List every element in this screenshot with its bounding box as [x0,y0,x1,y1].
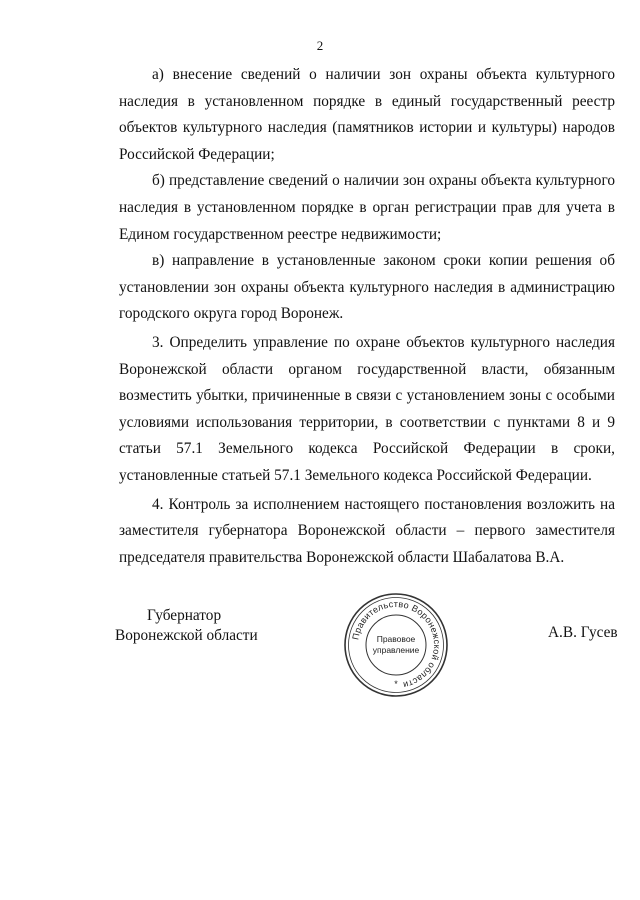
paragraph-a: а) внесение сведений о наличии зон охраны объекта культурного наследия в установленном порядке в единый государственный реестр объектов культурного наследия (памятников истории и культуры) народов Российской Федерации; [119,66,615,163]
stamp-star-icon: * [394,679,398,689]
stamp-center-line2: управление [372,645,420,655]
paragraph-3: 3. Определить управление по охране объектов культурного наследия Воронежской области органом государственной власти, обязанным возместить убытки, причиненные в связи с установлением зоны с особыми условиями использования территории, в соответствии с пунктами 8 и 9 статьи 57.1 Земельного кодекса Российской Федерации в сроки, установленные статьей 57.1 Земельного кодекса Российской Федерации. [119,333,615,484]
stamp-center-line1: Правовое [376,634,416,644]
signatory-position [115,606,258,646]
document-body [119,62,615,571]
paragraph-b: б) представление сведений о наличии зон охраны объекта культурного наследия в установленном порядке в орган регистрации прав для учета в Едином государственном реестре недвижимости; [119,172,615,243]
signatory-region: Воронежской области [115,627,258,644]
paragraph-c: в) направление в установленные законом сроки копии решения об установлении зон охраны объекта культурного наследия в администрацию городского округа город Воронеж. [119,252,615,323]
paragraph-4: 4. Контроль за исполнением настоящего постановления возложить на заместителя губернатора Воронежской области – первого заместителя председателя правительства Воронежской области Шабалатова В.А. [119,495,615,566]
official-stamp [343,592,449,698]
signatory-name: А.В. Гусев [548,624,618,641]
stamp-ring-text: Правительство Воронежской области [350,598,443,691]
page-number: 2 [316,38,324,53]
signatory-title: Губернатор [147,607,222,624]
